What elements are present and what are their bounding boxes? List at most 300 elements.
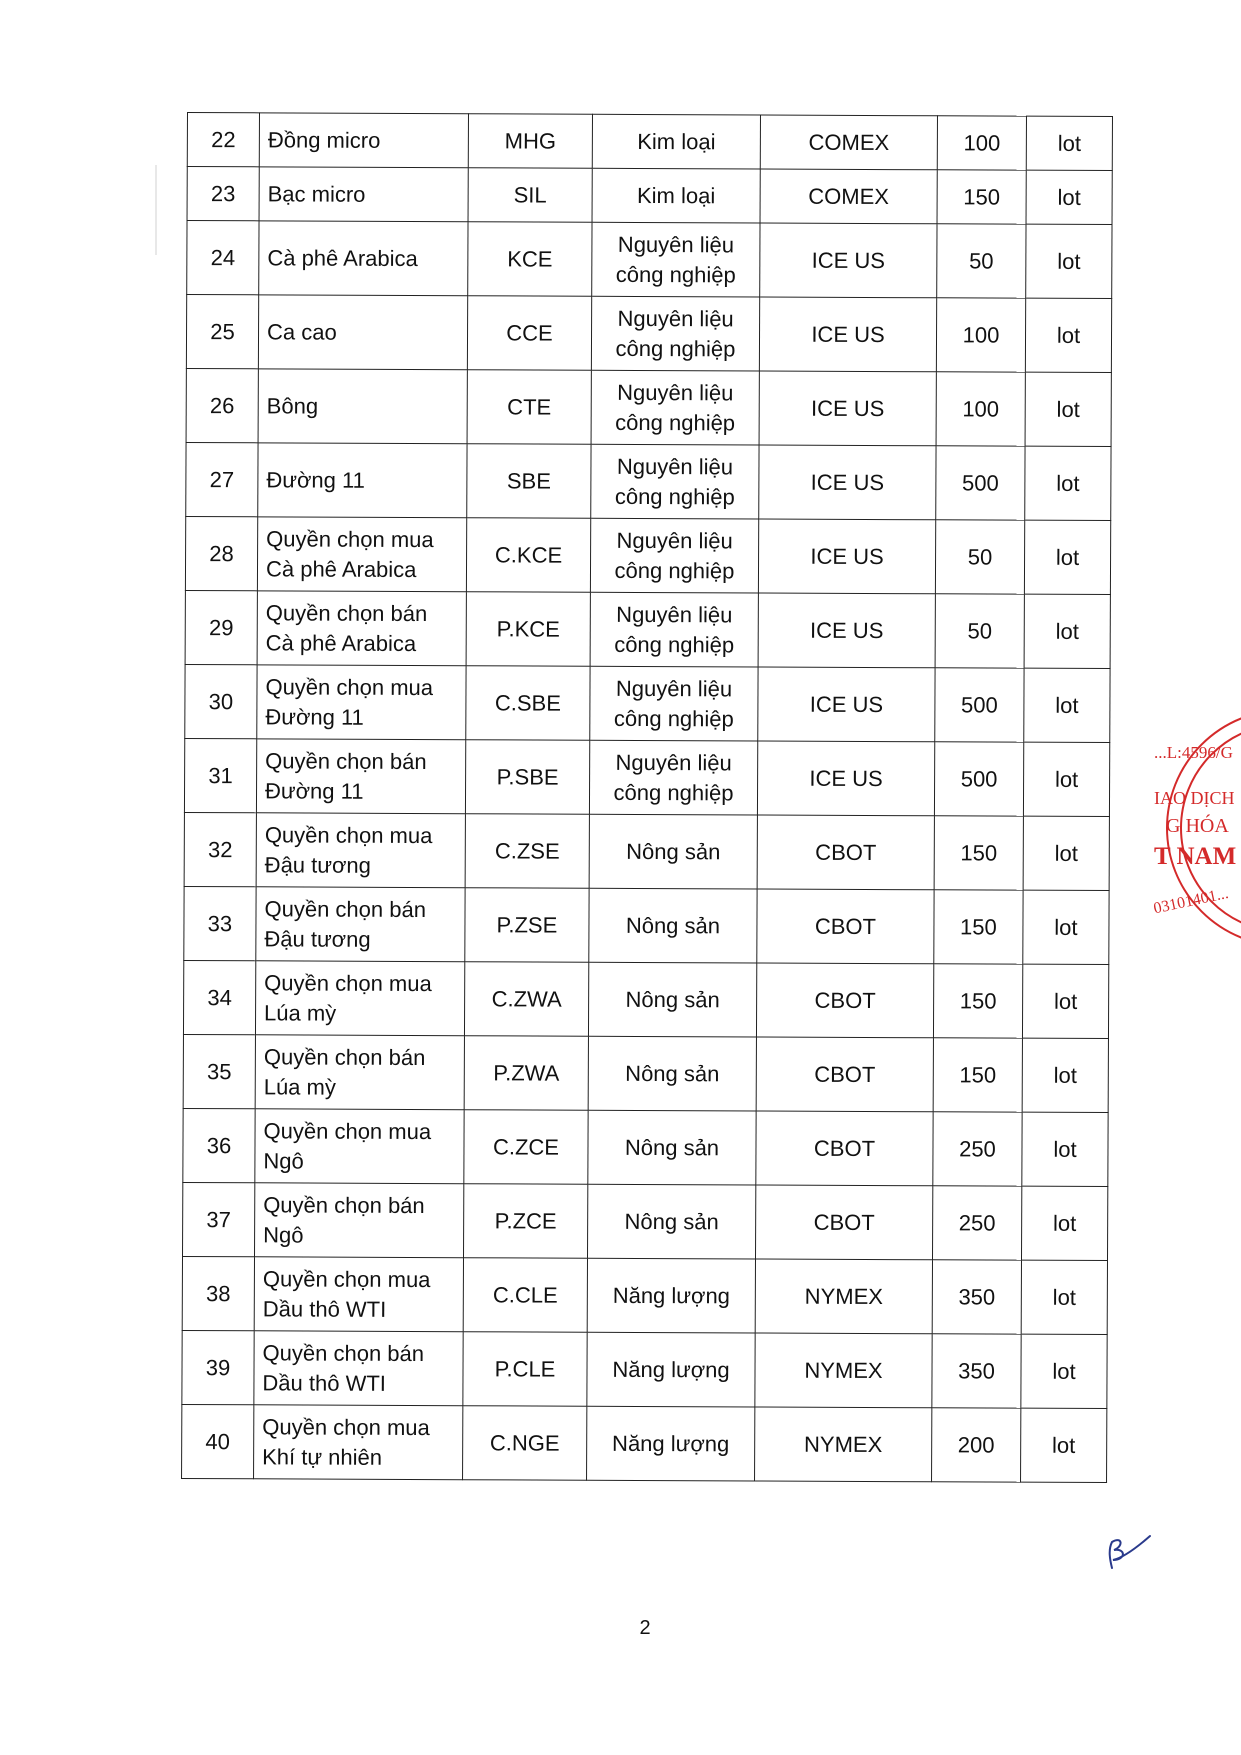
row-number-cell — [184, 738, 256, 812]
commodity-group-line: Nguyên liệu — [616, 453, 734, 479]
commodity-group-cell — [587, 1406, 755, 1481]
table-body — [182, 113, 1113, 1483]
row-number-cell — [183, 1108, 255, 1182]
unit: lot — [1055, 618, 1079, 644]
contract-name-line: Lúa mỳ — [263, 1073, 336, 1100]
quantity-cell — [932, 1260, 1021, 1334]
quantity-cell — [937, 116, 1026, 170]
commodity-group-line: Nông sản — [624, 1134, 720, 1160]
row-number-cell — [187, 167, 259, 221]
quantity: 350 — [958, 1357, 995, 1384]
unit: lot — [1052, 1432, 1076, 1458]
quantity-cell — [934, 890, 1023, 964]
table-row — [184, 812, 1109, 890]
unit-cell — [1021, 1334, 1107, 1408]
unit: lot — [1055, 544, 1080, 570]
exchange: ICE US — [810, 617, 884, 643]
contract-code-cell — [467, 370, 591, 445]
contract-code-cell — [465, 740, 589, 815]
exchange-cell — [755, 1259, 932, 1334]
contract-name-line: Đồng micro — [267, 126, 381, 153]
commodity-group-line: công nghiệp — [614, 483, 735, 509]
scan-margin-mark — [155, 165, 157, 255]
contract-code: CCE — [506, 319, 553, 346]
contract-name-line: Quyền chọn mua — [264, 969, 432, 996]
quantity: 500 — [961, 691, 998, 718]
contract-name-line: Quyền chọn mua — [266, 525, 434, 552]
contract-code-cell — [465, 814, 589, 889]
page-number: 2 — [639, 1617, 651, 1639]
exchange-cell — [756, 1037, 933, 1112]
contract-code-cell — [466, 666, 590, 741]
seal-text-3: G HÓA — [1166, 815, 1229, 837]
table-row — [187, 167, 1112, 225]
contract-name-line: Cà phê Arabica — [267, 244, 418, 271]
unit-cell — [1026, 116, 1112, 170]
quantity-cell — [933, 964, 1022, 1038]
unit-cell — [1021, 1186, 1107, 1260]
commodity-group-line: Nông sản — [626, 838, 721, 864]
exchange-cell — [756, 1111, 933, 1186]
unit: lot — [1056, 470, 1080, 496]
contract-name-cell — [256, 739, 465, 814]
row-number: 24 — [210, 244, 236, 270]
exchange-cell — [759, 297, 936, 372]
quantity-cell — [937, 224, 1026, 298]
unit: lot — [1056, 396, 1080, 422]
contract-name-cell — [254, 1405, 463, 1480]
contract-code-cell — [463, 1332, 587, 1407]
contract-code: C.NGE — [489, 1429, 560, 1456]
contract-name-cell — [258, 443, 467, 518]
commodity-group-cell — [588, 1110, 756, 1185]
quantity: 50 — [967, 543, 993, 570]
contract-name-cell — [255, 1109, 464, 1184]
quantity: 350 — [958, 1283, 996, 1310]
unit-cell — [1023, 890, 1109, 964]
table-row — [182, 1330, 1107, 1408]
table-row — [186, 295, 1111, 373]
contract-name-line: Bông — [266, 392, 319, 419]
contract-code: P.CLE — [494, 1355, 556, 1382]
commodity-group-line: công nghiệp — [613, 779, 734, 805]
row-number: 39 — [205, 1354, 231, 1380]
commodity-group-cell — [588, 962, 756, 1037]
contract-code-cell — [463, 1406, 587, 1481]
row-number-cell — [186, 368, 258, 442]
exchange-cell — [758, 667, 935, 742]
contract-name-cell — [255, 1183, 464, 1258]
row-number-cell — [186, 442, 258, 516]
row-number: 36 — [206, 1132, 232, 1158]
row-number: 38 — [206, 1280, 231, 1306]
commodity-group-cell — [589, 740, 757, 815]
commodity-group-line: Nguyên liệu — [616, 601, 733, 627]
commodity-group-cell — [588, 1036, 756, 1111]
commodity-group-line: Năng lượng — [612, 1430, 730, 1456]
quantity-cell — [937, 170, 1026, 224]
contract-name-cell — [255, 1035, 464, 1110]
commodity-group-line: Nông sản — [625, 1060, 720, 1086]
exchange-cell — [757, 741, 934, 816]
exchange: COMEX — [808, 129, 890, 155]
row-number: 30 — [208, 688, 234, 714]
exchange: CBOT — [813, 1135, 876, 1161]
contract-code-cell — [464, 962, 588, 1037]
table-row — [185, 664, 1110, 742]
exchange: NYMEX — [804, 1283, 884, 1309]
contract-code-cell — [466, 518, 590, 593]
row-number: 25 — [210, 318, 235, 344]
seal-text-4: T NAM — [1154, 843, 1237, 870]
table-row — [186, 442, 1111, 520]
commodity-group-line: Nông sản — [624, 1208, 719, 1234]
quantity: 150 — [960, 913, 997, 940]
unit: lot — [1057, 248, 1081, 274]
contract-name-cell — [256, 813, 465, 888]
contract-name-line: Quyền chọn bán — [265, 599, 428, 626]
quantity-cell — [933, 1038, 1022, 1112]
commodity-group-cell — [588, 1184, 756, 1259]
commodity-group-cell — [589, 814, 757, 889]
row-number: 33 — [207, 910, 233, 936]
contract-name-cell — [258, 295, 467, 370]
exchange-cell — [760, 115, 937, 170]
quantity: 50 — [967, 617, 993, 644]
contract-name-line: Bạc micro — [267, 180, 366, 207]
row-number: 40 — [205, 1428, 230, 1454]
contract-name-line: Quyền chọn bán — [263, 1191, 425, 1218]
commodity-group-cell — [591, 370, 759, 445]
row-number-cell — [185, 590, 257, 664]
quantity-cell — [934, 816, 1023, 890]
quantity: 200 — [957, 1431, 995, 1458]
commodity-group-cell — [590, 666, 758, 741]
table-row — [182, 1256, 1107, 1334]
exchange-cell — [757, 889, 934, 964]
exchange: CBOT — [814, 1061, 876, 1087]
contract-name-cell — [258, 369, 467, 444]
quantity: 150 — [963, 183, 1001, 210]
contract-name-line: Dầu thô WTI — [262, 1369, 386, 1396]
exchange-cell — [758, 519, 935, 594]
unit-cell — [1021, 1260, 1107, 1334]
table-row — [187, 113, 1112, 171]
quantity: 100 — [962, 395, 1000, 422]
table-row — [184, 886, 1109, 964]
unit: lot — [1054, 914, 1078, 940]
commodity-group-cell — [591, 444, 759, 519]
exchange: CBOT — [813, 1209, 875, 1235]
quantity: 50 — [969, 247, 994, 274]
quantity-cell — [935, 668, 1024, 742]
commodity-group-line: Năng lượng — [612, 1282, 731, 1308]
contract-code-cell — [467, 296, 591, 371]
unit-cell — [1022, 964, 1108, 1038]
contract-code: C.ZWA — [491, 985, 562, 1012]
contract-name-line: Quyền chọn bán — [264, 895, 427, 922]
exchange-cell — [759, 371, 936, 446]
row-number: 31 — [208, 762, 233, 788]
row-number: 32 — [207, 836, 233, 862]
quantity-cell — [935, 594, 1024, 668]
table-row — [185, 516, 1110, 594]
commodity-group-cell — [589, 888, 757, 963]
row-number-cell — [183, 960, 255, 1034]
contract-code: CTE — [507, 393, 552, 420]
quantity: 250 — [958, 1209, 996, 1236]
row-number-cell — [185, 516, 257, 590]
table-row — [187, 221, 1112, 299]
exchange-cell — [755, 1333, 932, 1408]
contract-code: C.ZCE — [492, 1133, 560, 1160]
exchange: CBOT — [815, 839, 877, 865]
row-number-cell — [185, 664, 257, 738]
exchange: ICE US — [809, 691, 884, 717]
exchange-cell — [756, 963, 933, 1038]
commodity-group-line: công nghiệp — [615, 335, 736, 361]
unit: lot — [1052, 1210, 1077, 1236]
row-number: 22 — [211, 126, 236, 152]
unit-cell — [1026, 170, 1112, 224]
commodity-group-line: Nông sản — [625, 986, 720, 1012]
exchange-cell — [756, 1185, 933, 1260]
row-number-cell — [182, 1330, 254, 1404]
unit-cell — [1024, 668, 1110, 742]
row-number-cell — [184, 886, 256, 960]
quantity-cell — [932, 1334, 1021, 1408]
quantity: 150 — [959, 987, 997, 1014]
unit-cell — [1025, 446, 1111, 520]
commodity-group-cell — [587, 1258, 755, 1333]
unit: lot — [1057, 130, 1082, 156]
contract-code: SIL — [513, 181, 547, 208]
commodity-group-line: Nguyên liệu — [615, 675, 733, 701]
contract-code-cell — [464, 1036, 588, 1111]
commodity-group-line: Nguyên liệu — [617, 305, 734, 331]
contract-name-line: Lúa mỳ — [264, 999, 337, 1026]
commodity-group-line: Kim loại — [637, 128, 716, 154]
contract-code-cell — [467, 444, 591, 519]
row-number: 23 — [210, 180, 236, 206]
unit: lot — [1057, 184, 1081, 210]
handwritten-initials — [1100, 1528, 1160, 1578]
row-number-cell — [186, 295, 258, 369]
exchange-cell — [757, 815, 934, 890]
table-row — [185, 590, 1110, 668]
seal-text-1: ...L:4596/G — [1154, 743, 1233, 762]
row-number: 35 — [207, 1058, 232, 1084]
exchange-cell — [758, 593, 935, 668]
unit: lot — [1054, 840, 1078, 866]
contract-name-line: Quyền chọn mua — [263, 1117, 432, 1144]
table-row — [182, 1404, 1107, 1482]
quantity: 250 — [959, 1135, 996, 1162]
unit-cell — [1025, 372, 1111, 446]
unit-cell — [1025, 298, 1111, 372]
contract-name-line: Cà phê Arabica — [265, 555, 417, 582]
exchange-cell — [760, 223, 937, 298]
contract-name-cell — [257, 665, 466, 740]
unit: lot — [1056, 322, 1081, 348]
exchange: ICE US — [810, 395, 885, 421]
row-number: 34 — [207, 984, 232, 1010]
unit-cell — [1024, 594, 1110, 668]
commodity-contract-table — [181, 112, 1113, 1483]
contract-name-line: Đậu tương — [264, 925, 371, 952]
quantity: 100 — [962, 321, 1000, 348]
contract-name-line: Khí tự nhiên — [262, 1443, 383, 1470]
unit-cell — [1023, 816, 1109, 890]
seal-text-2: IAO DỊCH — [1154, 788, 1235, 808]
contract-code: P.SBE — [496, 763, 559, 790]
contract-code: C.ZSE — [494, 837, 560, 864]
contract-code-cell — [465, 888, 589, 963]
unit-cell — [1023, 742, 1109, 816]
quantity-cell — [936, 372, 1025, 446]
commodity-group-line: công nghiệp — [614, 557, 735, 583]
commodity-group-cell — [590, 518, 758, 593]
exchange: ICE US — [810, 469, 885, 495]
unit-cell — [1021, 1408, 1107, 1482]
contract-name-line: Quyền chọn bán — [262, 1339, 425, 1366]
quantity: 100 — [963, 129, 1001, 156]
commodity-group-line: công nghiệp — [614, 631, 735, 657]
unit: lot — [1052, 1358, 1076, 1384]
commodity-group-line: Nguyên liệu — [616, 527, 733, 553]
row-number: 29 — [208, 614, 234, 640]
contract-name-cell — [259, 113, 468, 168]
exchange: COMEX — [808, 183, 890, 209]
row-number-cell — [184, 812, 256, 886]
unit: lot — [1053, 1062, 1077, 1088]
contract-name-line: Đường 11 — [264, 777, 364, 804]
exchange: ICE US — [810, 543, 884, 569]
commodity-group-cell — [591, 296, 759, 371]
quantity-cell — [934, 742, 1023, 816]
quantity: 150 — [960, 839, 998, 866]
quantity-cell — [935, 520, 1024, 594]
exchange: NYMEX — [804, 1357, 883, 1383]
contract-code-cell — [468, 222, 592, 297]
commodity-group-cell — [590, 592, 758, 667]
contract-code: P.ZSE — [496, 911, 558, 938]
contract-name-line: Đường 11 — [266, 466, 365, 493]
commodity-group-line: công nghiệp — [615, 409, 736, 435]
seal-text-5: 03101401... — [1152, 884, 1230, 918]
exchange-cell — [755, 1407, 932, 1482]
contract-code: P.ZCE — [494, 1207, 557, 1234]
contract-name-line: Quyền chọn mua — [265, 673, 434, 700]
table-row — [183, 960, 1108, 1038]
quantity: 500 — [960, 765, 998, 792]
unit-cell — [1022, 1038, 1108, 1112]
exchange: CBOT — [814, 913, 877, 939]
contract-name-line: Quyền chọn bán — [263, 1043, 426, 1070]
contract-code: C.SBE — [494, 689, 561, 716]
contract-name-cell — [257, 517, 466, 592]
quantity-cell — [933, 1112, 1022, 1186]
contract-name-cell — [259, 167, 468, 222]
commodity-group-cell — [587, 1332, 755, 1407]
commodity-group-line: công nghiệp — [615, 261, 736, 287]
row-number-cell — [187, 113, 259, 167]
exchange: NYMEX — [804, 1431, 883, 1457]
contract-name-cell — [259, 221, 468, 296]
contract-name-line: Quyền chọn mua — [262, 1265, 431, 1292]
row-number: 37 — [206, 1206, 231, 1232]
quantity-cell — [936, 446, 1025, 520]
contract-code: KCE — [507, 245, 553, 272]
contract-code-cell — [464, 1110, 588, 1185]
contract-name-line: Ngô — [263, 1147, 304, 1174]
quantity-cell — [936, 298, 1025, 372]
quantity: 150 — [959, 1061, 997, 1088]
table-row — [183, 1182, 1108, 1260]
commodity-group-line: Kim loại — [636, 182, 716, 208]
commodity-group-cell — [592, 114, 760, 169]
contract-name-line: Ca cao — [266, 318, 337, 345]
exchange: CBOT — [814, 987, 876, 1013]
contract-name-line: Ngô — [263, 1221, 304, 1248]
commodity-group-line: Nguyên liệu — [617, 231, 735, 257]
row-number: 27 — [209, 466, 235, 492]
commodity-group-line: Nông sản — [625, 912, 721, 938]
contract-name-line: Quyền chọn mua — [262, 1413, 430, 1440]
contract-code: C.CLE — [492, 1281, 558, 1308]
unit: lot — [1054, 766, 1079, 792]
commodity-group-line: Nguyên liệu — [617, 379, 734, 405]
contract-name-line: Quyền chọn bán — [265, 747, 427, 774]
row-number-cell — [182, 1256, 254, 1330]
contract-code: MHG — [504, 127, 557, 154]
contract-code-cell — [466, 592, 590, 667]
table-row — [186, 368, 1111, 446]
commodity-group-line: Nguyên liệu — [615, 749, 732, 775]
unit-cell — [1024, 520, 1110, 594]
exchange-cell — [760, 169, 937, 224]
row-number: 26 — [209, 392, 235, 418]
contract-name-cell — [256, 887, 465, 962]
row-number-cell — [183, 1034, 255, 1108]
contract-name-line: Dầu thô WTI — [262, 1295, 387, 1322]
commodity-group-line: Năng lượng — [612, 1356, 730, 1382]
contract-code: C.KCE — [494, 541, 563, 568]
commodity-group-line: công nghiệp — [613, 705, 734, 731]
contract-code: P.ZWA — [493, 1059, 560, 1086]
contract-name-cell — [255, 961, 464, 1036]
unit: lot — [1053, 988, 1078, 1014]
commodity-group-cell — [592, 222, 760, 297]
unit: lot — [1055, 692, 1079, 718]
exchange: ICE US — [811, 247, 886, 273]
contract-name-line: Quyền chọn mua — [264, 821, 433, 848]
contract-name-line: Đậu tương — [264, 851, 371, 878]
contract-code: P.KCE — [496, 615, 560, 642]
company-seal — [1150, 708, 1241, 953]
contract-code-cell — [468, 168, 592, 223]
contract-name-line: Đường 11 — [265, 703, 364, 730]
unit-cell — [1026, 224, 1112, 298]
commodity-group-cell — [592, 168, 760, 223]
unit: lot — [1052, 1284, 1077, 1310]
row-number-cell — [187, 221, 259, 295]
contract-name-cell — [257, 591, 466, 666]
row-number-cell — [183, 1182, 255, 1256]
contract-code-cell — [468, 114, 592, 169]
contract-code: SBE — [506, 467, 551, 494]
unit-cell — [1022, 1112, 1108, 1186]
